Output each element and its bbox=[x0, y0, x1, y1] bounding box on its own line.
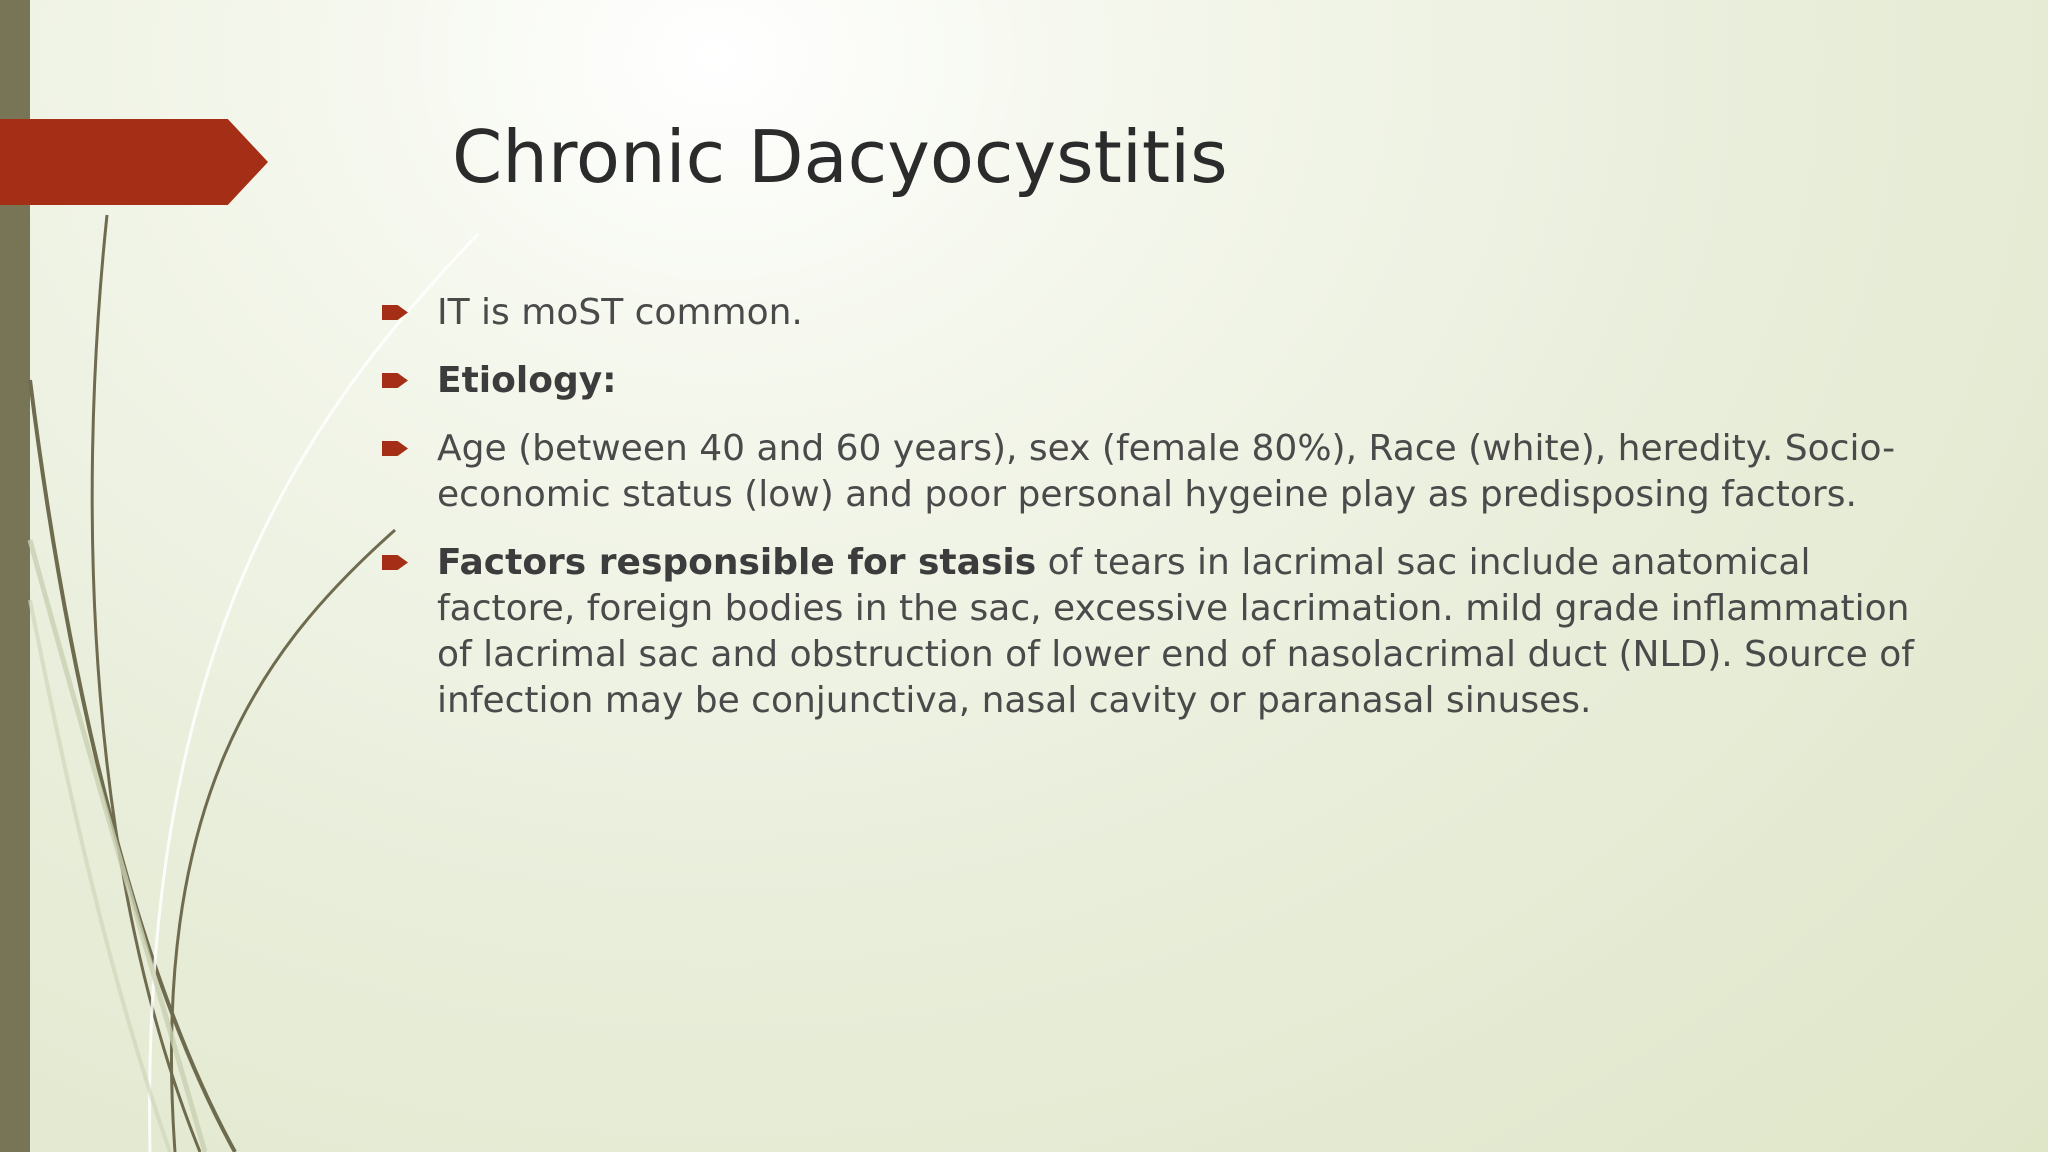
bullet-item bbox=[378, 290, 1918, 336]
bullet-text: Age (between 40 and 60 years), sex (female 80%), Race (white), heredity. Socio-economic status (low) and poor personal hygeine play as predisposing factors. bbox=[437, 428, 1896, 515]
bullet-bold-text: Factors responsible for stasis bbox=[437, 542, 1037, 583]
bullet-text: IT is moST common. bbox=[437, 292, 803, 333]
bullet-bold-text: Etiology: bbox=[437, 360, 617, 401]
bullet-item bbox=[378, 358, 1918, 404]
bullet-arrow-icon bbox=[382, 305, 408, 320]
bullet-arrow-icon bbox=[382, 373, 408, 388]
bullet-arrow-icon bbox=[382, 555, 408, 570]
bullet-item bbox=[378, 540, 1918, 724]
bullet-item bbox=[378, 426, 1918, 518]
bullet-list bbox=[378, 290, 1918, 746]
slide-title: Chronic Dacyocystitis bbox=[452, 115, 1228, 199]
bullet-arrow-icon bbox=[382, 441, 408, 456]
bullet-text: of tears in lacrimal sac include anatomical factore, foreign bodies in the sac, excessive lacrimation. mild grade inflammation of lacrimal sac and obstruction of lower end of nasolacrimal duct (NLD). Source of infection may be conjunctiva, nasal cavity or paranasal sinuses. bbox=[437, 542, 1914, 721]
title-accent-arrow bbox=[0, 119, 268, 205]
